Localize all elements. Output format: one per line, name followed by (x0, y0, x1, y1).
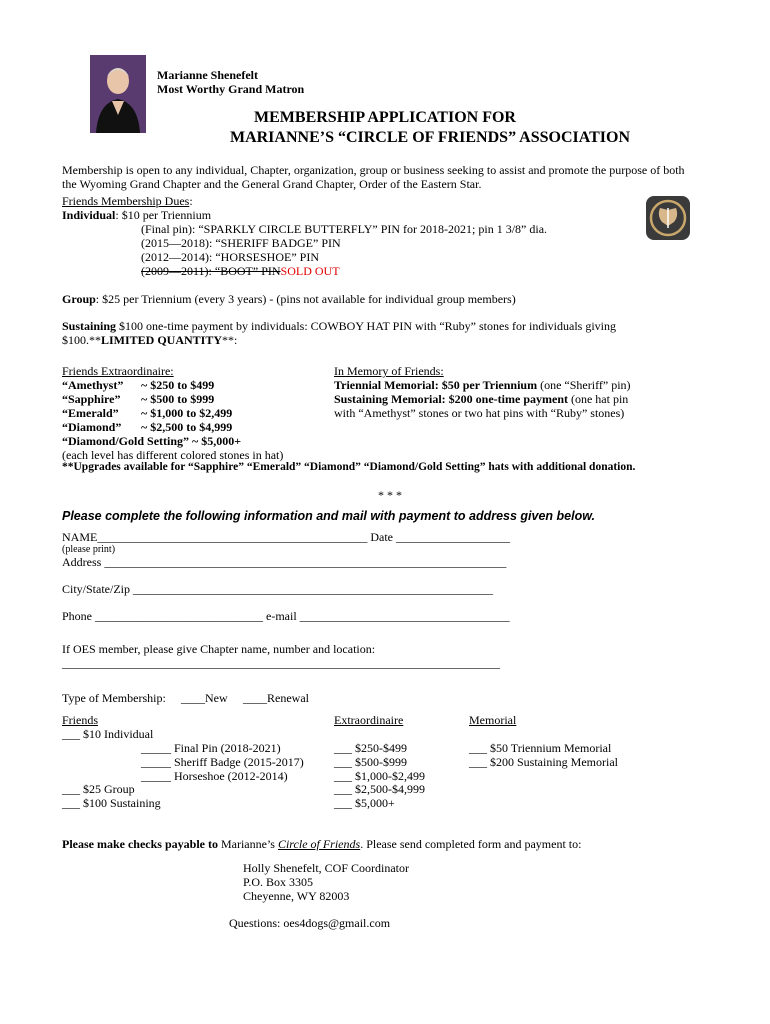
triennial-memorial: Triennial Memorial: $50 per Triennium (one “Sheriff” pin) (334, 378, 631, 392)
level-range: ~ $1,000 to $2,499 (141, 406, 233, 420)
form-instruction: Please complete the following information and mail with payment to address given below. (62, 509, 595, 523)
group-dues: Group: $25 per Triennium (every 3 years) - (pins not available for individual group members) (62, 292, 516, 306)
level-name: “Diamond” (62, 420, 122, 434)
level-range: ~ $500 to $999 (141, 392, 215, 406)
option-extra[interactable]: ___ $500-$999 (334, 755, 407, 769)
sustaining-memorial: Sustaining Memorial: $200 one-time payment (one hat pin (334, 392, 629, 406)
pin-sheriff: (2015—2018): “SHERIFF BADGE” PIN (141, 236, 341, 250)
payment-instructions: Please make checks payable to Marianne’s Circle of Friends. Please send completed form and payment to: (62, 837, 582, 851)
please-print-hint: (please print) (62, 544, 116, 555)
level-note: (each level has different colored stones in hat) (62, 448, 284, 462)
option-extra[interactable]: ___ $2,500-$4,999 (334, 782, 425, 796)
page-title: MEMBERSHIP APPLICATION FOR (254, 109, 516, 126)
upgrades-note: **Upgrades available for “Sapphire” “Emerald” “Diamond” “Diamond/Gold Setting” hats with additional donation. (62, 461, 636, 473)
individual-dues: Individual: $10 per Triennium (62, 208, 212, 222)
pin-boot: (2009—2011): “BOOT” PINSOLD OUT (141, 264, 340, 278)
option-group[interactable]: ___ $25 Group (62, 782, 135, 796)
sustaining-limited: $100.**LIMITED QUANTITY**: (62, 333, 238, 347)
option-horseshoe[interactable]: _____ Horseshoe (2012-2014) (141, 769, 288, 783)
level-range: ~ $2,500 to $4,999 (141, 420, 233, 434)
pin-horseshoe: (2012—2014): “HORSESHOE” PIN (141, 250, 319, 264)
author-name: Marianne Shenefelt (157, 68, 258, 82)
intro-paragraph: Membership is open to any individual, Chapter, organization, group or business seeking to assist and promote the purpose of both the Wyoming Grand Chapter and the General Grand Chapter, Order of the Eastern Star. (62, 163, 685, 191)
butterfly-pin-icon (646, 196, 690, 240)
pin-final: (Final pin): “SPARKLY CIRCLE BUTTERFLY” PIN for 2018-2021; pin 1 3/8” dia. (141, 222, 548, 236)
questions-contact: Questions: oes4dogs@gmail.com (229, 916, 391, 930)
option-sustaining-memorial[interactable]: ___ $200 Sustaining Memorial (469, 755, 618, 769)
author-role: Most Worthy Grand Matron (157, 82, 305, 96)
option-extra[interactable]: ___ $250-$499 (334, 741, 407, 755)
memory-heading: In Memory of Friends: (334, 364, 444, 378)
extraordinaire-column-heading: Extraordinaire (334, 713, 404, 727)
dues-heading: Friends Membership Dues: (62, 194, 193, 208)
name-field[interactable]: NAME_____________________________________________ Date ___________________ (62, 530, 510, 544)
address-field[interactable]: Address ___________________________________________________________________ (62, 555, 507, 569)
oes-member-label: If OES member, please give Chapter name, number and location: (62, 642, 376, 656)
page-subtitle: MARIANNE’S “CIRCLE OF FRIENDS” ASSOCIATION (229, 129, 631, 146)
phone-email-field[interactable]: Phone ____________________________ e-mail ___________________________________ (62, 609, 510, 623)
option-sheriff-badge[interactable]: _____ Sheriff Badge (2015-2017) (141, 755, 304, 769)
oes-member-field[interactable]: _________________________________________________________________________ (62, 656, 500, 670)
mailing-address-line: Cheyenne, WY 82003 (243, 889, 350, 903)
sustaining-dues: Sustaining $100 one-time payment by individuals: COWBOY HAT PIN with “Ruby” stones for individuals giving (62, 319, 616, 333)
friends-column-heading: Friends (62, 713, 98, 727)
level-name: “Sapphire” (62, 392, 121, 406)
option-extra[interactable]: ___ $1,000-$2,499 (334, 769, 425, 783)
level-range: ~ $250 to $499 (141, 378, 215, 392)
option-triennium-memorial[interactable]: ___ $50 Triennium Memorial (469, 741, 612, 755)
sold-out-label: SOLD OUT (280, 264, 340, 278)
extraordinaire-heading: Friends Extraordinaire: (62, 364, 174, 378)
option-final-pin[interactable]: _____ Final Pin (2018-2021) (141, 741, 281, 755)
level-name: “Emerald” (62, 406, 119, 420)
memorial-column-heading: Memorial (469, 713, 517, 727)
membership-type-label: Type of Membership: (62, 691, 166, 705)
mailing-address-line: P.O. Box 3305 (243, 875, 314, 889)
level-diamond-gold: “Diamond/Gold Setting” ~ $5,000+ (62, 434, 242, 448)
separator: * * * (378, 488, 402, 502)
city-state-zip-field[interactable]: City/State/Zip ____________________________________________________________ (62, 582, 493, 596)
type-renewal-option[interactable]: ____Renewal (243, 691, 309, 705)
sustaining-memorial-detail: with “Amethyst” stones or two hat pins with “Ruby” stones) (334, 406, 625, 420)
mailing-address-line: Holly Shenefelt, COF Coordinator (243, 861, 409, 875)
level-name: “Amethyst” (62, 378, 124, 392)
option-extra[interactable]: ___ $5,000+ (334, 796, 395, 810)
option-sustaining[interactable]: ___ $100 Sustaining (62, 796, 161, 810)
type-new-option[interactable]: ____New (181, 691, 228, 705)
option-individual[interactable]: ___ $10 Individual (62, 727, 154, 741)
